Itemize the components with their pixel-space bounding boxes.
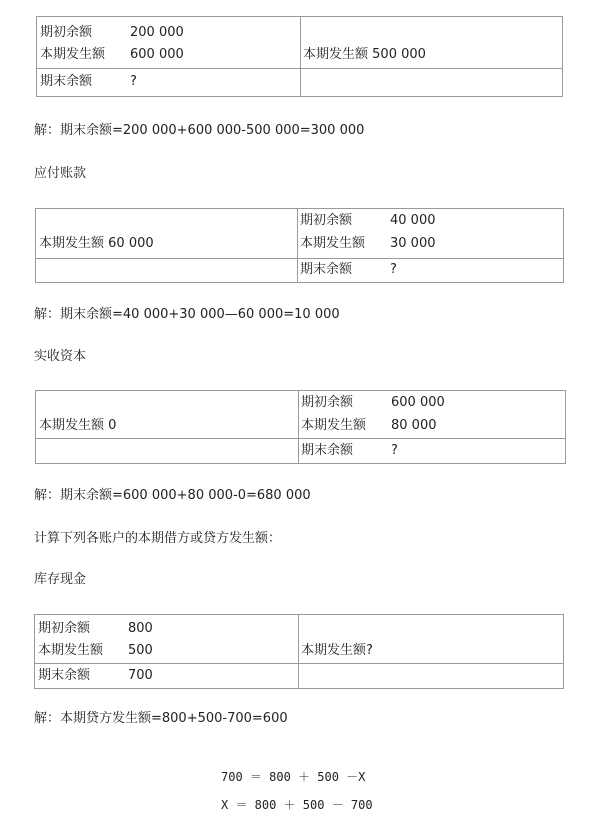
closing-balance-row: 期末余额 ?	[301, 443, 398, 458]
debit-period-amount: 本期发生额 0	[39, 418, 117, 433]
solution-2: 解：期末余额=40 000+30 000—60 000=10 000	[34, 307, 340, 322]
closing-balance-row: 期末余额 ?	[300, 262, 397, 277]
period-amount-row: 本期发生额 80 000	[301, 418, 437, 433]
opening-balance-row: 期初余额 800	[38, 621, 153, 636]
period-amount-row: 本期发生额 600 000	[40, 47, 184, 62]
t-account-table-1	[36, 16, 563, 97]
credit-period-amount: 本期发生额 500 000	[303, 47, 426, 62]
opening-balance-row: 期初余额 40 000	[300, 213, 436, 228]
period-amount-row: 本期发生额 500	[38, 643, 153, 658]
period-amount-row: 本期发生额 30 000	[300, 236, 436, 251]
opening-balance-row: 期初余额 200 000	[40, 25, 184, 40]
t-account-table-4	[34, 614, 564, 689]
closing-balance-row: 期末余额 ?	[40, 74, 137, 89]
closing-balance-row: 期末余额 700	[38, 668, 153, 683]
solution-3: 解：期末余额=600 000+80 000-0=680 000	[34, 488, 311, 503]
heading-paid-in-capital: 实收资本	[34, 349, 87, 364]
heading-accounts-payable: 应付账款	[34, 166, 87, 181]
opening-balance-row: 期初余额 600 000	[301, 395, 445, 410]
t-account-table-3	[35, 390, 566, 464]
instruction-text: 计算下列各账户的本期借方或贷方发生额：	[34, 531, 282, 546]
credit-period-amount: 本期发生额?	[301, 643, 373, 658]
t-account-table-2	[35, 208, 564, 283]
solution-1: 解：期末余额=200 000+600 000-500 000=300 000	[34, 123, 365, 138]
heading-cash-on-hand: 库存现金	[34, 572, 87, 587]
equation-2: X ＝ 800 ＋ 500 － 700	[221, 798, 373, 812]
equation-1: 700 ＝ 800 ＋ 500 －X	[221, 770, 366, 784]
solution-4: 解：本期贷方发生额=800+500-700=600	[34, 711, 288, 726]
debit-period-amount: 本期发生额 60 000	[39, 236, 154, 251]
